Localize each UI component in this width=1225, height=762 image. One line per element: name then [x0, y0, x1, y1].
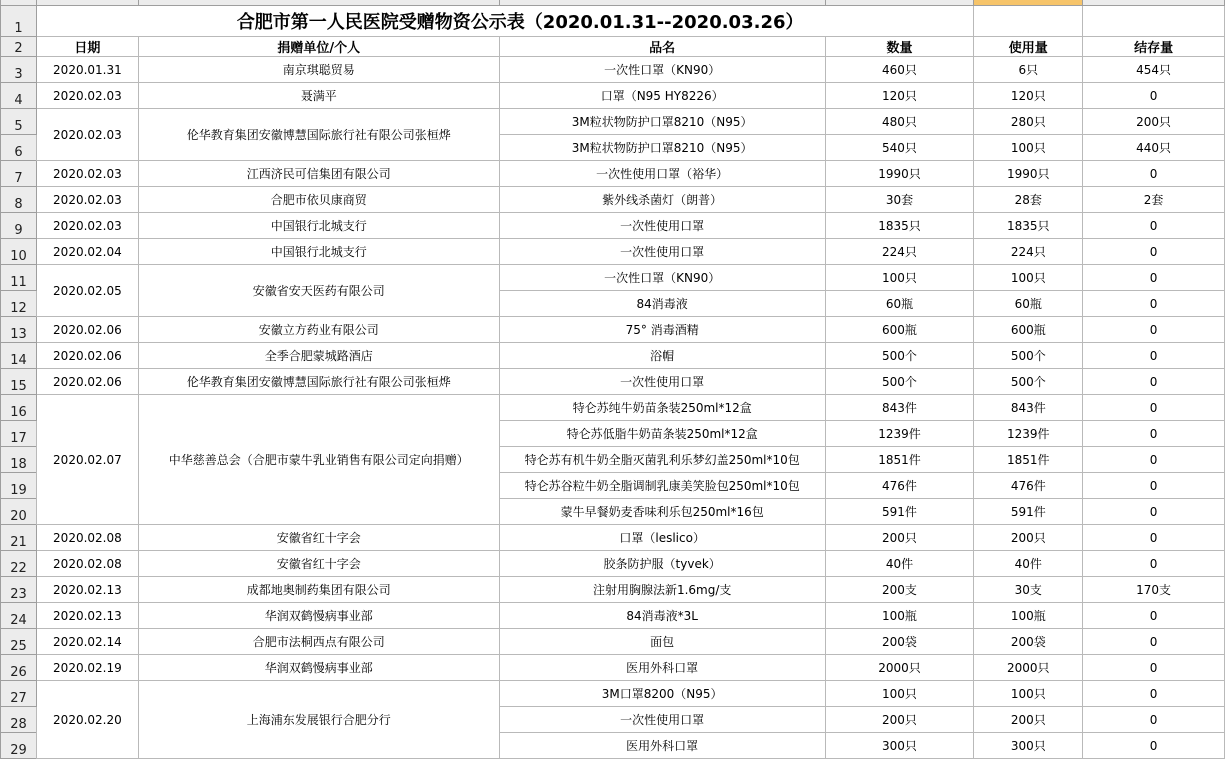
cell-stock[interactable]: 0	[1083, 213, 1225, 239]
row-header[interactable]: 25	[1, 629, 37, 655]
cell-used[interactable]: 1990只	[974, 161, 1083, 187]
cell-item[interactable]: 医用外科口罩	[499, 655, 825, 681]
table-row	[1, 369, 1225, 395]
cell-date[interactable]: 2020.02.03	[36, 109, 138, 161]
cell-donor[interactable]: 合肥市法桐西点有限公司	[138, 629, 499, 655]
row-header[interactable]: 19	[1, 473, 37, 499]
cell-item[interactable]: 一次性使用口罩	[499, 707, 825, 733]
cell-qty[interactable]: 2000只	[825, 655, 974, 681]
cell-qty[interactable]: 476件	[825, 473, 974, 499]
sheet-title[interactable]: 合肥市第一人民医院受赠物资公示表（2020.01.31--2020.03.26）	[36, 6, 973, 37]
cell-stock[interactable]: 0	[1083, 161, 1225, 187]
cell-qty[interactable]: 600瓶	[825, 317, 974, 343]
cell-donor[interactable]: 安徽省安天医药有限公司	[138, 265, 499, 317]
row-header[interactable]: 4	[1, 83, 37, 109]
table-row	[1, 655, 1225, 681]
cell-used[interactable]: 280只	[974, 109, 1083, 135]
cell-stock[interactable]: 0	[1083, 603, 1225, 629]
table-row	[1, 395, 1225, 421]
cell-item[interactable]: 特仑苏低脂牛奶苗条装250ml*12盒	[499, 421, 825, 447]
cell-qty[interactable]: 843件	[825, 395, 974, 421]
cell-date[interactable]: 2020.02.07	[36, 395, 138, 525]
cell-donor[interactable]: 中国银行北城支行	[138, 239, 499, 265]
cell-donor[interactable]: 上海浦东发展银行合肥分行	[138, 681, 499, 759]
cell-date[interactable]: 2020.02.08	[36, 525, 138, 551]
table-row	[1, 603, 1225, 629]
cell-donor[interactable]: 南京琪聪贸易	[138, 57, 499, 83]
row-header[interactable]: 24	[1, 603, 37, 629]
row-header[interactable]: 8	[1, 187, 37, 213]
cell-item[interactable]: 75° 消毒酒精	[499, 317, 825, 343]
cell-donor[interactable]: 中国银行北城支行	[138, 213, 499, 239]
row-header[interactable]: 7	[1, 161, 37, 187]
table-row	[1, 161, 1225, 187]
cell-used[interactable]: 224只	[974, 239, 1083, 265]
cell-stock[interactable]: 0	[1083, 421, 1225, 447]
cell-used[interactable]: 591件	[974, 499, 1083, 525]
cell-stock[interactable]: 2套	[1083, 187, 1225, 213]
table-row	[1, 213, 1225, 239]
cell-stock[interactable]: 454只	[1083, 57, 1225, 83]
cell-date[interactable]: 2020.02.06	[36, 369, 138, 395]
row-header[interactable]: 15	[1, 369, 37, 395]
table-row	[1, 109, 1225, 135]
cell-used[interactable]: 476件	[974, 473, 1083, 499]
table-row	[1, 57, 1225, 83]
table-row	[1, 343, 1225, 369]
cell-qty[interactable]: 1990只	[825, 161, 974, 187]
header-row	[1, 37, 1225, 57]
cell-qty[interactable]: 120只	[825, 83, 974, 109]
cell-item[interactable]: 紫外线杀菌灯（朗普）	[499, 187, 825, 213]
cell-stock[interactable]: 0	[1083, 265, 1225, 291]
cell-date[interactable]: 2020.02.03	[36, 187, 138, 213]
cell-date[interactable]: 2020.02.04	[36, 239, 138, 265]
cell-date[interactable]: 2020.02.05	[36, 265, 138, 317]
table-row	[1, 525, 1225, 551]
cell-item[interactable]: 一次性使用口罩	[499, 213, 825, 239]
cell-stock[interactable]: 0	[1083, 473, 1225, 499]
cell-selected[interactable]	[974, 6, 1083, 37]
cell-used[interactable]: 40件	[974, 551, 1083, 577]
row-header[interactable]: 10	[1, 239, 37, 265]
cell-used[interactable]: 500个	[974, 343, 1083, 369]
cell-stock[interactable]: 0	[1083, 499, 1225, 525]
cell-stock[interactable]: 0	[1083, 655, 1225, 681]
cell-item[interactable]: 84消毒液*3L	[499, 603, 825, 629]
cell-date[interactable]: 2020.02.19	[36, 655, 138, 681]
cell-qty[interactable]: 460只	[825, 57, 974, 83]
cell-item[interactable]: 胶条防护服（tyvek）	[499, 551, 825, 577]
table-row	[1, 265, 1225, 291]
cell-stock[interactable]: 440只	[1083, 135, 1225, 161]
cell-qty[interactable]: 100只	[825, 265, 974, 291]
cell-stock[interactable]: 200只	[1083, 109, 1225, 135]
cell-stock[interactable]: 0	[1083, 551, 1225, 577]
cell-item[interactable]: 蒙牛早餐奶麦香味利乐包250ml*16包	[499, 499, 825, 525]
cell-stock[interactable]: 170支	[1083, 577, 1225, 603]
cell-donor[interactable]: 成都地奥制药集团有限公司	[138, 577, 499, 603]
cell-qty[interactable]: 480只	[825, 109, 974, 135]
cell-used[interactable]: 100只	[974, 265, 1083, 291]
cell-qty[interactable]: 500个	[825, 343, 974, 369]
cell-donor[interactable]: 中华慈善总会（合肥市蒙牛乳业销售有限公司定向捐赠）	[138, 395, 499, 525]
header-qty[interactable]: 数量	[825, 37, 974, 57]
cell-stock[interactable]: 0	[1083, 83, 1225, 109]
cell-stock[interactable]: 0	[1083, 317, 1225, 343]
cell-item[interactable]: 3M粒状物防护口罩8210（N95）	[499, 135, 825, 161]
cell-donor[interactable]: 伦华教育集团安徽博慧国际旅行社有限公司张桓烨	[138, 369, 499, 395]
table-row	[1, 681, 1225, 707]
cell-used[interactable]: 843件	[974, 395, 1083, 421]
cell[interactable]	[1083, 6, 1225, 37]
cell-stock[interactable]: 0	[1083, 447, 1225, 473]
table-row	[1, 187, 1225, 213]
header-date[interactable]: 日期	[36, 37, 138, 57]
cell-donor[interactable]: 全季合肥蒙城路酒店	[138, 343, 499, 369]
cell-used[interactable]: 30支	[974, 577, 1083, 603]
cell-qty[interactable]: 100只	[825, 681, 974, 707]
cell-donor[interactable]: 合肥市依贝康商贸	[138, 187, 499, 213]
table-row	[1, 551, 1225, 577]
cell-used[interactable]: 200只	[974, 525, 1083, 551]
row-header[interactable]: 21	[1, 525, 37, 551]
title-row	[1, 6, 1225, 37]
cell-item[interactable]: 特仑苏有机牛奶全脂灭菌乳利乐梦幻盖250ml*10包	[499, 447, 825, 473]
cell-qty[interactable]: 1835只	[825, 213, 974, 239]
row-header[interactable]: 6	[1, 135, 37, 161]
cell-donor[interactable]: 华润双鹤慢病事业部	[138, 655, 499, 681]
cell-qty[interactable]: 540只	[825, 135, 974, 161]
cell-qty[interactable]: 100瓶	[825, 603, 974, 629]
cell-item[interactable]: 一次性口罩（KN90）	[499, 57, 825, 83]
cell-item[interactable]: 注射用胸腺法新1.6mg/支	[499, 577, 825, 603]
header-used[interactable]: 使用量	[974, 37, 1083, 57]
row-header[interactable]: 16	[1, 395, 37, 421]
row-header[interactable]: 18	[1, 447, 37, 473]
cell-item[interactable]: 一次性使用口罩（裕华）	[499, 161, 825, 187]
row-header[interactable]: 3	[1, 57, 37, 83]
cell-date[interactable]: 2020.02.13	[36, 577, 138, 603]
cell-date[interactable]: 2020.02.06	[36, 317, 138, 343]
row-header[interactable]: 29	[1, 733, 37, 759]
cell-used[interactable]: 2000只	[974, 655, 1083, 681]
cell-item[interactable]: 特仑苏谷粒牛奶全脂调制乳康美笑脸包250ml*10包	[499, 473, 825, 499]
cell-used[interactable]: 60瓶	[974, 291, 1083, 317]
cell-used[interactable]: 1851件	[974, 447, 1083, 473]
cell-item[interactable]: 医用外科口罩	[499, 733, 825, 759]
cell-date[interactable]: 2020.01.31	[36, 57, 138, 83]
cell-qty[interactable]: 60瓶	[825, 291, 974, 317]
row-header[interactable]: 28	[1, 707, 37, 733]
header-item[interactable]: 品名	[499, 37, 825, 57]
row-header[interactable]: 22	[1, 551, 37, 577]
cell-item[interactable]: 一次性使用口罩	[499, 369, 825, 395]
cell-used[interactable]: 6只	[974, 57, 1083, 83]
cell-date[interactable]: 2020.02.14	[36, 629, 138, 655]
cell-qty[interactable]: 500个	[825, 369, 974, 395]
row-header[interactable]: 26	[1, 655, 37, 681]
cell-stock[interactable]: 0	[1083, 343, 1225, 369]
cell-stock[interactable]: 0	[1083, 733, 1225, 759]
row-header[interactable]: 2	[1, 37, 37, 57]
cell-donor[interactable]: 安徽省红十字会	[138, 551, 499, 577]
cell-used[interactable]: 100瓶	[974, 603, 1083, 629]
row-header[interactable]: 9	[1, 213, 37, 239]
cell-used[interactable]: 100只	[974, 135, 1083, 161]
row-header[interactable]: 13	[1, 317, 37, 343]
cell-item[interactable]: 特仑苏纯牛奶苗条装250ml*12盒	[499, 395, 825, 421]
row-header[interactable]: 20	[1, 499, 37, 525]
cell-item[interactable]: 口罩（N95 HY8226）	[499, 83, 825, 109]
cell-qty[interactable]: 591件	[825, 499, 974, 525]
row-header[interactable]: 14	[1, 343, 37, 369]
cell-item[interactable]: 一次性使用口罩	[499, 239, 825, 265]
cell-date[interactable]: 2020.02.03	[36, 161, 138, 187]
cell-used[interactable]: 200袋	[974, 629, 1083, 655]
cell-stock[interactable]: 0	[1083, 707, 1225, 733]
cell-used[interactable]: 100只	[974, 681, 1083, 707]
header-donor[interactable]: 捐赠单位/个人	[138, 37, 499, 57]
cell-item[interactable]: 84消毒液	[499, 291, 825, 317]
cell-used[interactable]: 200只	[974, 707, 1083, 733]
cell-used[interactable]: 300只	[974, 733, 1083, 759]
table-row	[1, 577, 1225, 603]
table-row	[1, 629, 1225, 655]
row-header[interactable]: 11	[1, 265, 37, 291]
table-row	[1, 83, 1225, 109]
cell-stock[interactable]: 0	[1083, 525, 1225, 551]
cell-donor[interactable]: 华润双鹤慢病事业部	[138, 603, 499, 629]
cell-qty[interactable]: 300只	[825, 733, 974, 759]
cell-qty[interactable]: 200只	[825, 525, 974, 551]
cell-donor[interactable]: 江西济民可信集团有限公司	[138, 161, 499, 187]
header-stock[interactable]: 结存量	[1083, 37, 1225, 57]
cell-qty[interactable]: 1239件	[825, 421, 974, 447]
table-row	[1, 317, 1225, 343]
cell-date[interactable]: 2020.02.03	[36, 83, 138, 109]
cell-date[interactable]: 2020.02.08	[36, 551, 138, 577]
cell-date[interactable]: 2020.02.06	[36, 343, 138, 369]
cell-stock[interactable]: 0	[1083, 369, 1225, 395]
cell-item[interactable]: 浴帽	[499, 343, 825, 369]
cell-item[interactable]: 3M粒状物防护口罩8210（N95）	[499, 109, 825, 135]
cell-qty[interactable]: 200支	[825, 577, 974, 603]
row-header[interactable]: 1	[1, 6, 37, 37]
row-header[interactable]: 17	[1, 421, 37, 447]
cell-donor[interactable]: 安徽立方药业有限公司	[138, 317, 499, 343]
cell-date[interactable]: 2020.02.20	[36, 681, 138, 759]
cell-used[interactable]: 28套	[974, 187, 1083, 213]
row-header[interactable]: 5	[1, 109, 37, 135]
cell-used[interactable]: 600瓶	[974, 317, 1083, 343]
cell-qty[interactable]: 224只	[825, 239, 974, 265]
cell-donor[interactable]: 安徽省红十字会	[138, 525, 499, 551]
cell-qty[interactable]: 200袋	[825, 629, 974, 655]
table-row	[1, 239, 1225, 265]
cell-used[interactable]: 1835只	[974, 213, 1083, 239]
row-header[interactable]: 12	[1, 291, 37, 317]
cell-qty[interactable]: 200只	[825, 707, 974, 733]
row-header[interactable]: 23	[1, 577, 37, 603]
cell-used[interactable]: 1239件	[974, 421, 1083, 447]
cell-stock[interactable]: 0	[1083, 681, 1225, 707]
cell-date[interactable]: 2020.02.13	[36, 603, 138, 629]
cell-stock[interactable]: 0	[1083, 239, 1225, 265]
cell-stock[interactable]: 0	[1083, 629, 1225, 655]
cell-qty[interactable]: 40件	[825, 551, 974, 577]
cell-item[interactable]: 一次性口罩（KN90）	[499, 265, 825, 291]
cell-stock[interactable]: 0	[1083, 395, 1225, 421]
cell-qty[interactable]: 1851件	[825, 447, 974, 473]
cell-date[interactable]: 2020.02.03	[36, 213, 138, 239]
cell-qty[interactable]: 30套	[825, 187, 974, 213]
cell-used[interactable]: 500个	[974, 369, 1083, 395]
row-header[interactable]: 27	[1, 681, 37, 707]
cell-item[interactable]: 口罩（leslico）	[499, 525, 825, 551]
cell-item[interactable]: 3M口罩8200（N95）	[499, 681, 825, 707]
cell-donor[interactable]: 伦华教育集团安徽博慧国际旅行社有限公司张桓烨	[138, 109, 499, 161]
cell-donor[interactable]: 聂满平	[138, 83, 499, 109]
cell-item[interactable]: 面包	[499, 629, 825, 655]
cell-used[interactable]: 120只	[974, 83, 1083, 109]
cell-stock[interactable]: 0	[1083, 291, 1225, 317]
